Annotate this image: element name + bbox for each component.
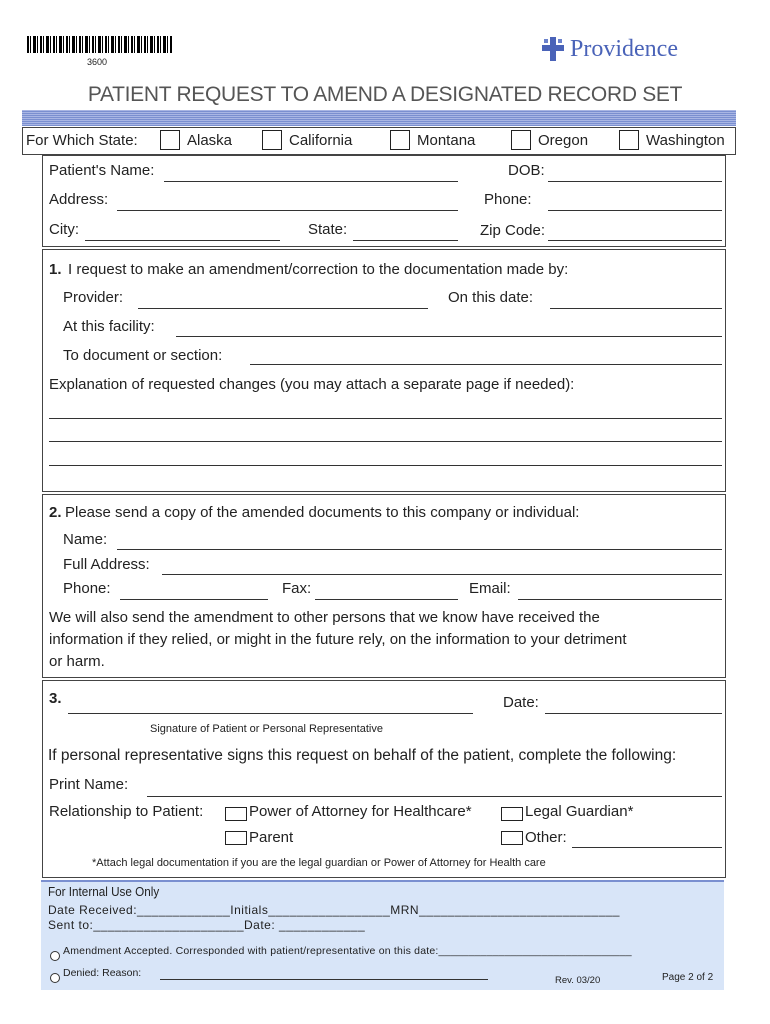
cross-logo-icon [540, 36, 566, 62]
guardian-label: Legal Guardian* [525, 803, 634, 820]
fax-label: Fax: [282, 580, 312, 597]
logo-text: Providence [570, 36, 678, 62]
full-address-label: Full Address: [63, 556, 150, 573]
recipient-name-label: Name: [63, 531, 108, 548]
section-1-box [42, 249, 726, 492]
title-band [22, 110, 736, 126]
facility-label: At this facility: [63, 318, 155, 335]
zip-field[interactable] [548, 240, 722, 241]
other-field[interactable] [572, 847, 722, 848]
other-checkbox[interactable] [501, 831, 523, 845]
on-date-field[interactable] [550, 308, 722, 309]
section-2-number: 2. [49, 504, 62, 521]
address-label: Address: [49, 191, 109, 208]
email-field[interactable] [518, 599, 722, 600]
phone-label: Phone: [484, 191, 532, 208]
zip-label: Zip Code: [480, 222, 546, 239]
rep-instruction: If personal representative signs this request on behalf of the patient, complete the following: [48, 747, 677, 764]
print-name-label: Print Name: [49, 776, 129, 793]
notice-line-1: We will also send the amendment to other persons that we know have received the [49, 609, 600, 626]
print-name-field[interactable] [147, 796, 722, 797]
alaska-checkbox[interactable] [160, 130, 180, 150]
signature-caption: Signature of Patient or Personal Representative [150, 723, 383, 735]
denied-text: Denied: Reason: [63, 967, 142, 979]
other-label: Other: [525, 829, 567, 846]
section-1-intro: I request to make an amendment/correction to the documentation made by: [68, 261, 569, 278]
document-label: To document or section: [63, 347, 223, 364]
dob-field[interactable] [548, 181, 722, 182]
barcode [27, 36, 173, 53]
internal-heading: For Internal Use Only [48, 884, 160, 899]
provider-field[interactable] [138, 308, 428, 309]
dob-label: DOB: [508, 162, 545, 179]
patient-name-field[interactable] [164, 181, 458, 182]
page-number: Page 2 of 2 [662, 972, 714, 983]
poa-label: Power of Attorney for Healthcare* [249, 803, 472, 820]
montana-label: Montana [417, 132, 476, 149]
relationship-label: Relationship to Patient: [49, 803, 204, 820]
internal-line-2: Sent to:_____________________Date: ____________ [48, 918, 366, 932]
notice-line-3: or harm. [49, 653, 105, 670]
signature-date-field[interactable] [545, 713, 722, 714]
denied-reason-field[interactable] [160, 979, 488, 980]
recipient-name-field[interactable] [117, 549, 722, 550]
recipient-phone-field[interactable] [120, 599, 268, 600]
legal-footnote: *Attach legal documentation if you are the legal guardian or Power of Attorney for Health care [92, 857, 546, 869]
parent-label: Parent [249, 829, 294, 846]
notice-line-2: information if they relied, or might in the future rely, on the information to your detriment [49, 631, 627, 648]
oregon-label: Oregon [538, 132, 589, 149]
explanation-line-3[interactable] [49, 465, 722, 466]
signature-date-label: Date: [503, 694, 539, 711]
explanation-label: Explanation of requested changes (you may attach a separate page if needed): [49, 376, 575, 393]
phone-field[interactable] [548, 210, 722, 211]
section-1-number: 1. [49, 261, 62, 278]
washington-checkbox[interactable] [619, 130, 639, 150]
poa-checkbox[interactable] [225, 807, 247, 821]
explanation-line-2[interactable] [49, 441, 722, 442]
document-field[interactable] [250, 364, 722, 365]
accepted-radio[interactable] [50, 951, 60, 961]
state-field-label: State: [308, 221, 348, 238]
internal-line-1: Date Received:_____________Initials_________________MRN____________________________ [48, 903, 620, 917]
california-checkbox[interactable] [262, 130, 282, 150]
barcode-number: 3600 [87, 57, 108, 67]
guardian-checkbox[interactable] [501, 807, 523, 821]
page-title: PATIENT REQUEST TO AMEND A DESIGNATED RECORD SET [87, 83, 683, 106]
section-3-box [42, 680, 726, 878]
accepted-text: Amendment Accepted. Corresponded with patient/representative on this date:________________________________ [63, 945, 632, 957]
state-label: For Which State: [26, 132, 138, 149]
providence-logo [540, 36, 566, 67]
city-field[interactable] [85, 240, 280, 241]
state-field[interactable] [353, 240, 458, 241]
montana-checkbox[interactable] [390, 130, 410, 150]
denied-radio[interactable] [50, 973, 60, 983]
section-3-number: 3. [49, 690, 62, 707]
signature-field[interactable] [68, 713, 473, 714]
fax-field[interactable] [315, 599, 458, 600]
address-field[interactable] [117, 210, 458, 211]
parent-checkbox[interactable] [225, 831, 247, 845]
city-label: City: [49, 221, 79, 238]
alaska-label: Alaska [187, 132, 233, 149]
provider-label: Provider: [63, 289, 124, 306]
section-2-intro: Please send a copy of the amended documents to this company or individual: [65, 504, 580, 521]
recipient-phone-label: Phone: [63, 580, 111, 597]
on-date-label: On this date: [448, 289, 534, 306]
section-2-box [42, 494, 726, 678]
california-label: California [289, 132, 353, 149]
revision: Rev. 03/20 [555, 975, 601, 986]
email-label: Email: [469, 580, 511, 597]
facility-field[interactable] [176, 336, 722, 337]
oregon-checkbox[interactable] [511, 130, 531, 150]
washington-label: Washington [646, 132, 725, 149]
explanation-line-1[interactable] [49, 418, 722, 419]
patient-name-label: Patient's Name: [49, 162, 155, 179]
full-address-field[interactable] [162, 574, 722, 575]
